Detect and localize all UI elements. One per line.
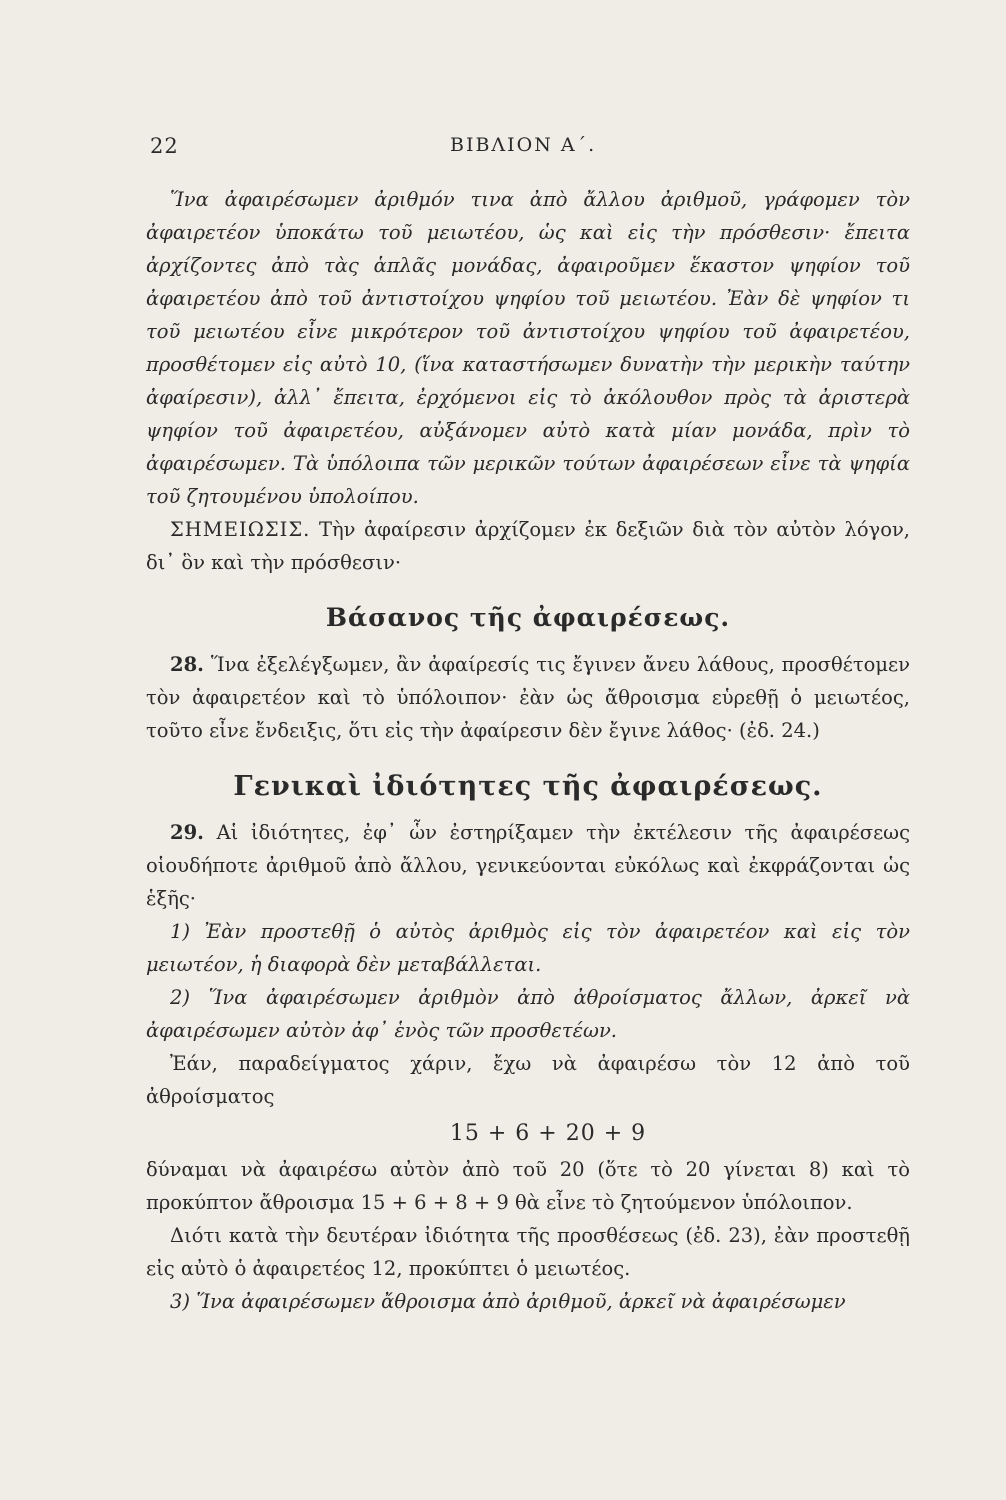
example-intro: Ἐάν, παραδείγματος χάριν, ἔχω νὰ ἀφαιρέσω τὸν 12 ἀπὸ τοῦ ἀθροίσματος — [146, 1052, 910, 1108]
paragraph-28-text: Ἵνα ἐξελέγξωμεν, ἂν ἀφαίρεσίς τις ἔγινεν ἄνευ λάθους, προσθέτομεν τὸν ἀφαιρετέον καὶ τὸ ὑπόλοιπον· ἐὰν ὡς ἄθροισμα εὑρεθῇ ὁ μειωτέος, τοῦτο εἶνε ἔνδειξις, ὅτι εἰς τὴν ἀφαίρεσιν δὲν ἔγινε λάθος· (ἐδ. 24.) — [146, 653, 910, 742]
note-text: Τὴν ἀφαίρεσιν ἀρχίζομεν ἐκ δεξιῶν διὰ τὸν αὐτὸν λόγον, δι᾿ ὃν καὶ τὴν πρόσθεσιν· — [146, 518, 911, 574]
example-continuation: δύναμαι νὰ ἀφαιρέσω αὐτὸν ἀπὸ τοῦ 20 (ὅτε τὸ 20 γίνεται 8) καὶ τὸ προκύπτον ἄθροισμα 15 + 6 + 8 + 9 θὰ εἶνε τὸ ζητούμενον ὑπόλοιπον. — [146, 1158, 910, 1214]
note-label: ΣΗΜΕΙΩΣΙΣ. — [170, 518, 311, 541]
section-number-28: 28. — [170, 653, 204, 676]
reason-paragraph: Διότι κατὰ τὴν δευτέραν ἰδιότητα τῆς προσθέσεως (ἐδ. 23), ἐὰν προστεθῇ εἰς αὐτὸ ὁ ἀφαιρετέος 12, προκύπτει ὁ μειωτέος. — [146, 1224, 910, 1280]
property-1: 1) Ἐὰν προστεθῇ ὁ αὐτὸς ἀριθμὸς εἰς τὸν ἀφαιρετέον καὶ εἰς τὸν μειωτέον, ἡ διαφορὰ δὲν μεταβάλλεται. — [146, 920, 910, 976]
page-header — [150, 128, 910, 168]
paragraph-29 — [146, 816, 910, 915]
section-number-29: 29. — [170, 821, 204, 844]
paragraph-28 — [146, 648, 910, 747]
section-heading-properties: Γενικαὶ ἰδιότητες τῆς ἀφαιρέσεως. — [233, 771, 823, 802]
page-body — [146, 183, 910, 1318]
paragraph-subtraction-rule: Ἵνα ἀφαιρέσωμεν ἀριθμόν τινα ἀπὸ ἄλλου ἀριθμοῦ, γράφομεν τὸν ἀφαιρετέον ὑποκάτω τοῦ μειωτέου, ὡς καὶ εἰς τὴν πρόσθεσιν· ἔπειτα ἀρχίζοντες ἀπὸ τὰς ἁπλᾶς μονάδας, ἀφαιροῦμεν ἕκαστον ψηφίον τοῦ ἀφαιρετέου ἀπὸ τοῦ ἀντιστοίχου ψηφίου τοῦ μειωτέου. Ἐὰν δὲ ψηφίον τι τοῦ μειωτέου εἶνε μικρότερον τοῦ ἀντιστοίχου ψηφίου τοῦ ἀφαιρετέου, προσθέτομεν εἰς αὐτὸ 10, (ἵνα καταστήσωμεν δυνατὴν τὴν μερικὴν ταύτην ἀφαίρεσιν), ἀλλ᾿ ἔπειτα, ἐρχόμενοι εἰς τὸ ἀκόλουθον πρὸς τὰ ἀριστερὰ ψηφίον τοῦ ἀφαιρετέου, αὐξάνομεν αὐτὸ κατὰ μίαν μονάδα, πρὶν τὸ ἀφαιρέσωμεν. Τὰ ὑπόλοιπα τῶν μερικῶν τούτων ἀφαιρέσεων εἶνε τὰ ψηφία τοῦ ζητουμένου ὑπολοίπου. — [146, 188, 910, 508]
sum-formula: 15 + 6 + 20 + 9 — [449, 1121, 647, 1146]
note-paragraph — [146, 513, 910, 579]
running-title: ΒΙΒΛΙΟΝ Α΄. — [450, 134, 597, 156]
page-number: 22 — [150, 134, 179, 158]
section-heading-check: Βάσανος τῆς ἀφαιρέσεως. — [325, 603, 731, 632]
property-2: 2) Ἵνα ἀφαιρέσωμεν ἀριθμὸν ἀπὸ ἀθροίσματος ἄλλων, ἀρκεῖ νὰ ἀφαιρέσωμεν αὐτὸν ἀφ᾿ ἑνὸς τῶν προσθετέων. — [146, 986, 910, 1042]
paragraph-29-text: Αἱ ἰδιότητες, ἐφ᾿ ὧν ἐστηρίξαμεν τὴν ἐκτέλεσιν τῆς ἀφαιρέσεως οἱουδήποτε ἀριθμοῦ ἀπὸ ἄλλου, γενικεύονται εὐκόλως καὶ ἐκφράζονται ὡς ἑξῆς· — [146, 821, 910, 910]
property-3: 3) Ἵνα ἀφαιρέσωμεν ἄθροισμα ἀπὸ ἀριθμοῦ, ἀρκεῖ νὰ ἀφαιρέσωμεν — [170, 1290, 846, 1313]
